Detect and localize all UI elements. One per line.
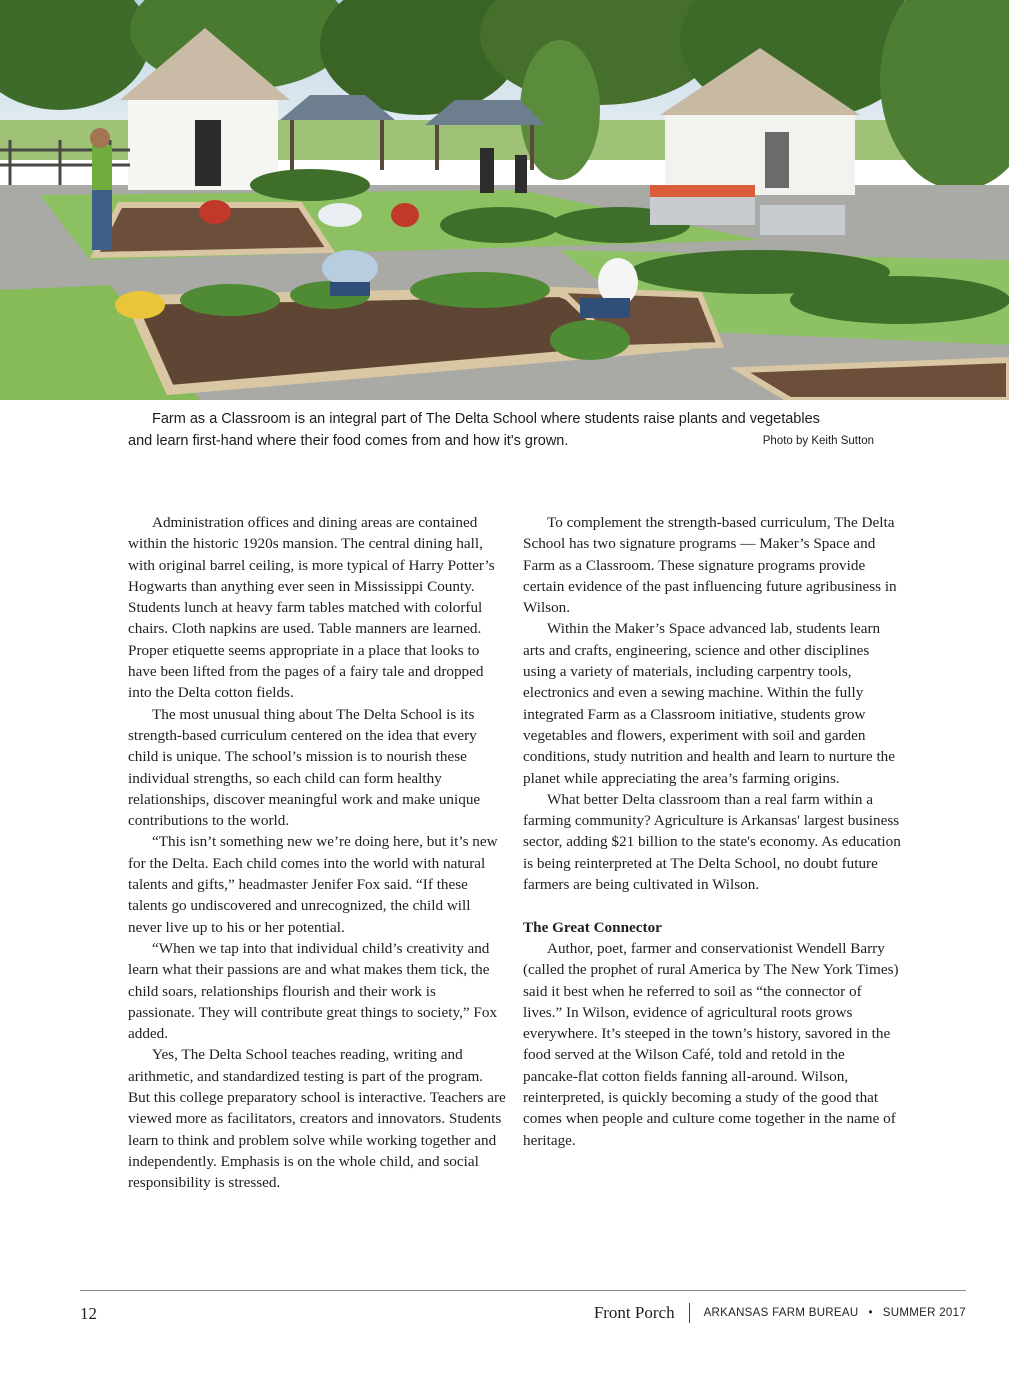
- caption-line-2-row: [128, 430, 908, 452]
- issue-date: SUMMER 2017: [882, 1307, 966, 1319]
- paragraph: “When we tap into that individual child’s creativity and learn what their passions are and what makes them tick, the child soars, relationships flourish and their work is passionate. They will contribute great things to society,” Fox added.: [128, 939, 498, 1043]
- paragraph: Author, poet, farmer and conservationist Wendell Barry (called the prophet of rural America by The New York Times) said it best when he referred to soil as “the connector of lives.” In Wilson, evidence of agricultural roots grows everywhere. It’s steeped in the town’s history, savored in the food served at the Wilson Café, told and retold in the pancake-flat cotton fields fanning all-around. Wilson, reinterpreted, is quickly becoming a study of the good that comes when people and culture come together in the name of heritage.: [523, 939, 899, 1149]
- footer-publication: [594, 1303, 966, 1323]
- caption-line-2: and learn first-hand where their food comes from and how it's grown.: [128, 433, 569, 449]
- farm-classroom-photo: [0, 0, 1009, 400]
- paragraph: To complement the strength-based curriculum, The Delta School has two signature programs — Maker’s Space and Farm as a Classroom. These signature programs provide certain evidence of the past influencing future agribusiness in Wilson.: [523, 514, 897, 617]
- caption-line-1: Farm as a Classroom is an integral part of The Delta School where students raise plants and vegetables: [152, 411, 820, 427]
- publisher-name: ARKANSAS FARM BUREAU: [703, 1307, 859, 1319]
- footer-separator: [689, 1303, 690, 1323]
- paragraph: The most unusual thing about The Delta School is its strength-based curriculum centered on the idea that every child is unique. The school’s mission is to nourish these individual strengths, so each child can form healthy relationships, discover meaningful work and make unique contributions to the world.: [128, 705, 481, 830]
- left-column: [128, 512, 506, 1194]
- paragraph: Administration offices and dining areas are contained within the historic 1920s mansion. The central dining hall, with original barrel ceiling, is more typical of Harry Potter’s Hogwarts than anything ever seen in Mississippi County. Students lunch at heavy farm tables matched with colorful chairs. Cloth napkins are used. Table manners are learned. Proper etiquette seems appropriate in a place that looks to have been lifted from the pages of a fairy tale and dropped into the Delta cotton fields.: [128, 514, 495, 702]
- section-subhead: The Great Connector: [523, 918, 662, 936]
- photo-credit: Photo by Keith Sutton: [762, 435, 874, 447]
- footer-divider: [80, 1290, 966, 1291]
- magazine-name: Front Porch: [593, 1303, 675, 1322]
- paragraph: What better Delta classroom than a real farm within a farming community? Agriculture is Arkansas' largest business sector, adding $21 billion to the state's economy. As education is being reinterpreted at The Delta School, no doubt future farmers are being cultivated in Wilson.: [523, 790, 901, 894]
- right-column: [523, 512, 901, 1151]
- paragraph: Yes, The Delta School teaches reading, writing and arithmetic, and standardized testing is part of the program. But this college preparatory school is interactive. Teachers are viewed more as facilitators, creators and innovators. Students learn to think and problem solve while working together and independently. Emphasis is on the whole child, and social responsibility is stressed.: [128, 1046, 506, 1192]
- paragraph: Within the Maker’s Space advanced lab, students learn arts and crafts, engineering, science and other disciplines using a variety of materials, including carpentry tools, electronics and even a sewing machine. Within the fully integrated Farm as a Classroom initiative, students grow vegetables and flowers, experiment with soil and garden conditions, study nutrition and health and learn to nurture the planet while appreciating the area’s farming origins.: [523, 620, 896, 787]
- bullet-separator: •: [868, 1307, 873, 1319]
- photo-caption: [128, 408, 908, 452]
- page-number: 12: [80, 1304, 97, 1323]
- paragraph: “This isn’t something new we’re doing here, but it’s new for the Delta. Each child comes into the world with natural talents and gifts,” headmaster Jenifer Fox said. “If these talents go undiscovered and unrecognized, the child will never live up to his or her potential.: [128, 833, 498, 936]
- garden-illustration: [0, 0, 1009, 400]
